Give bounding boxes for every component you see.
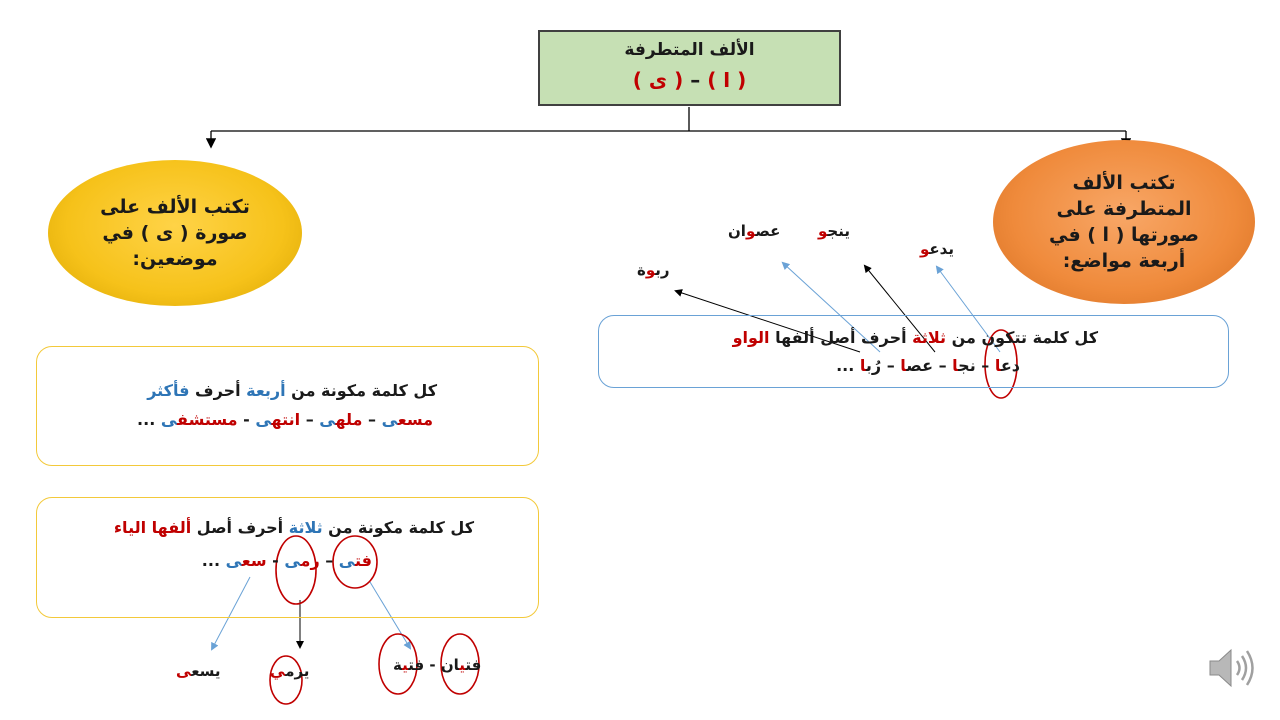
word-part: ان - فت [408,656,460,674]
form-separator: – [690,68,701,92]
rule-highlight: الواو [732,328,770,347]
example-stem: دع [1000,356,1020,375]
word-part: ة [393,656,403,674]
rule-box-three-ya-line1 [0,518,474,537]
oval-right [993,140,1255,304]
rule-highlight: فأكثر [147,381,190,400]
example-ending: ى [225,551,242,570]
derived-word-yadu [920,240,954,258]
alif-forms [540,68,839,92]
word-letter: ي [402,656,409,674]
example-sep: – [933,356,953,375]
title-box [538,30,841,106]
example-sep: - [237,410,256,429]
example-sep: ... [137,410,161,429]
example-sep: – [881,356,901,375]
example-ending: ا [900,356,907,375]
rule-text: كل كلمة تتكون من [946,328,1098,347]
word-letter: ى [176,662,192,680]
oval-left [48,160,302,306]
rule-text: كل كلمة مكونة من [322,518,474,537]
example-ending: ى [319,410,336,429]
example-ending: ا [952,356,959,375]
word-part: يدع [929,240,954,258]
word-part: فت [465,656,482,674]
word-part: ينج [827,222,850,240]
example-sep: – [975,356,995,375]
word-part: يرم [285,662,310,680]
oval-right-line: المتطرفة على [1056,198,1192,220]
form-alif-maqsura: ( ى ) [632,68,684,92]
example-sep: – [300,410,320,429]
example-sep: – [362,410,382,429]
example-stem: رم [300,551,320,570]
example-ending: ى [284,551,301,570]
rule-text: أحرف [189,381,247,400]
example-stem: مسع [397,410,433,429]
oval-left-line: تكتب الألف على [100,196,250,218]
derived-word-rabwa [637,261,670,279]
example-sep: - [266,551,285,570]
word-letter: و [818,222,828,240]
word-part: رب [655,261,670,279]
example-stem: سع [241,551,267,570]
rule-highlight: ثلاثة [912,328,947,347]
oval-right-line: تكتب الألف [1072,172,1176,194]
speaker-icon[interactable] [1206,645,1258,691]
example-stem: مله [335,410,363,429]
example-stem: رُب [865,356,882,375]
word-letter: و [745,222,756,240]
example-sep: – [319,551,339,570]
word-part: يسع [191,662,221,680]
derived-word-yasa [176,662,221,680]
word-letter: و [645,261,656,279]
derived-word-fatayan-fitya [393,656,481,674]
example-ending: ى [381,410,398,429]
derived-word-asawan [728,222,780,240]
rule-text: أحرف أصل ألفها [769,328,913,347]
rule-highlight: ثلاثة [288,518,323,537]
word-letter: ي [270,662,286,680]
word-letter: و [920,240,930,258]
word-part: ة [637,261,646,279]
derived-word-yanju [818,222,850,240]
word-letter: ي [459,656,466,674]
word-part: عص [755,222,781,240]
oval-right-line: أربعة مواضع: [1062,250,1186,272]
example-stem: فت [354,551,372,570]
oval-left-line: صورة ( ى ) في [102,222,248,244]
example-stem: مستشف [177,410,238,429]
word-part: ان [728,222,746,240]
oval-left-line: موضعين: [132,248,218,270]
rule-highlight: أربعة [246,381,286,400]
rule-box-three-waw-examples [0,356,1020,375]
example-ending: ى [160,410,178,429]
example-ending: ا [859,356,866,375]
example-ending: ى [338,551,355,570]
rule-box-three-waw-line1 [0,328,1098,347]
rule-text: كل كلمة مكونة من [285,381,437,400]
example-sep: ... [201,551,226,570]
oval-right-line: صورتها ( ا ) في [1048,224,1200,246]
rule-box-four-letters-line1 [0,381,437,400]
derived-word-yarmi [270,662,309,680]
form-alif: ( ا ) [707,68,747,92]
example-ending: ى [255,410,272,429]
example-stem: نج [958,356,976,375]
rule-box-three-waw [598,315,1229,388]
rule-highlight: ألفها الياء [113,518,192,537]
rule-box-three-ya-examples [0,551,372,570]
example-ending: ا [994,356,1001,375]
rule-box-four-letters-examples [0,410,433,429]
example-stem: انته [271,410,301,429]
rule-text: أحرف أصل [191,518,289,537]
example-sep: ... [836,356,860,375]
title-text: الألف المتطرفة [624,40,755,60]
example-stem: عص [906,356,933,375]
